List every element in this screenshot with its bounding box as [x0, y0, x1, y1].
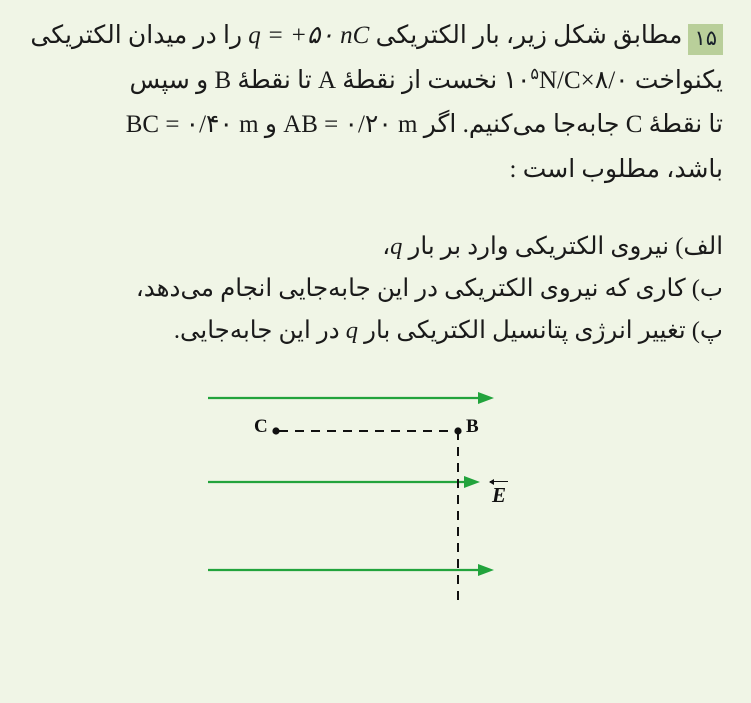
problem-line-3-text-a: تا نقطۀ C جابه‌جا می‌کنیم. اگر — [423, 111, 723, 138]
field-unit: N/C — [538, 66, 581, 94]
ab-length: AB = ۰/۲۰ m — [283, 111, 418, 138]
field-line-3 — [208, 564, 494, 576]
point-b-dot — [454, 428, 461, 435]
field-vector-arrow-icon — [490, 481, 508, 482]
point-c-label: C — [254, 416, 268, 438]
problem-parts — [28, 226, 723, 352]
field-magnitude — [504, 67, 629, 94]
problem-line-2-text-a: یکنواخت — [634, 66, 723, 94]
problem-line-1-text-a: مطابق شکل زیر، بار الکتریکی — [375, 22, 683, 49]
part-c-text: پ) تغییر انرژی پتانسیل الکتریکی بار — [364, 317, 723, 345]
part-a-text: الف) نیروی الکتریکی وارد بر بار — [408, 233, 723, 260]
part-c-text-end: در این جابه‌جایی. — [173, 317, 340, 345]
point-b-label: B — [466, 416, 479, 438]
problem-number: ۱۵ — [688, 24, 723, 55]
charge-expression: q = +۵۰ nC — [248, 22, 370, 49]
problem-line-1 — [28, 14, 723, 59]
field-line-1 — [208, 392, 494, 404]
problem-statement — [28, 14, 723, 192]
part-a-comma: ، — [382, 233, 391, 260]
problem-line-2-text-b: نخست از نقطۀ A تا نقطۀ B و سپس — [129, 66, 498, 94]
part-a — [28, 226, 723, 268]
problem-line-2 — [28, 59, 723, 104]
part-b: ب) کاری که نیروی الکتریکی در این جابه‌جایی انجام می‌دهد، — [135, 275, 723, 303]
conjunction: و — [264, 111, 277, 138]
field-line-2 — [208, 476, 480, 488]
field-exponent: ۵ — [530, 65, 539, 83]
problem-line-3 — [28, 103, 723, 148]
field-mantissa: ۸/۰×۱۰ — [503, 66, 629, 94]
field-vector-label: E — [492, 483, 507, 508]
part-c — [28, 310, 723, 352]
figure-canvas — [26, 380, 725, 605]
bc-length: BC = ۰/۴۰ m — [125, 111, 259, 138]
part-a-variable: q — [390, 233, 403, 260]
problem-line-1-text-b: را در میدان الکتریکی — [30, 22, 243, 49]
problem-line-4: باشد، مطلوب است : — [509, 155, 723, 183]
point-c-dot — [272, 428, 279, 435]
part-c-variable: q — [345, 317, 359, 345]
electric-field-figure — [26, 380, 725, 605]
